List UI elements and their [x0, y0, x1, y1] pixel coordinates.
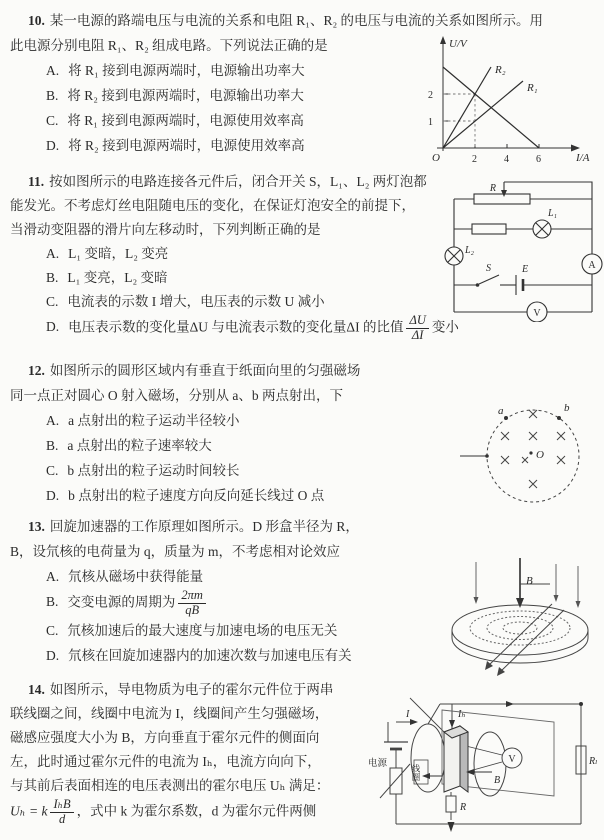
switch-pivot-dot	[476, 283, 480, 287]
q13-option-a-label: A.	[46, 569, 60, 584]
y-axis-arrow	[440, 36, 446, 44]
q10-stem-line2: 此电源分别电阻 R₁、R₂ 组成电路。下列说法正确的是	[10, 38, 328, 53]
graph-lines	[443, 67, 539, 148]
q11-option-d-post: 变小	[431, 319, 459, 335]
q13-option-d-label: D.	[46, 647, 60, 663]
resistor-r-label: R	[460, 802, 467, 813]
lamp2-cross	[448, 250, 461, 263]
q11-option-c-label: C.	[46, 294, 59, 309]
q10-number: 10.	[28, 13, 45, 28]
q12-option-d-label: D.	[46, 488, 60, 503]
q11-circuit-diagram	[442, 172, 604, 322]
q11-option-b-label: B.	[46, 270, 59, 285]
q13-number: 13.	[28, 519, 45, 534]
q13-frac-num: 2πm	[178, 589, 206, 604]
q10-option-d-text: 将 R₂ 接到电源两端时，电源使用效率高	[68, 138, 305, 153]
r2-line-label: R₂	[495, 64, 506, 76]
q11-option-d-fraction	[406, 314, 428, 343]
field-arrowhead-1	[474, 597, 479, 604]
q11-option-a-label: A.	[46, 246, 60, 261]
q13-option-b-fraction	[178, 589, 206, 618]
hall-element-side-face	[460, 726, 468, 792]
switch-blade	[479, 275, 499, 284]
q11-option-d-pre: 电压表示数的变化量ΔU 与电流表示数的变化量ΔI 的比值	[68, 319, 404, 335]
q14-stem-line2: 联线圈之间，线圈中电流为 I，线圈间产生匀强磁场，	[10, 706, 329, 721]
junction-dot-top	[579, 702, 583, 706]
left-arrowhead	[422, 773, 430, 779]
exit-point-a-dot	[504, 416, 508, 420]
q14-formula-num: IₕB	[50, 798, 73, 813]
q11-option-b-text: L₁ 变亮，L₂ 变暗	[67, 270, 168, 285]
q14-formula-fraction	[50, 798, 73, 827]
q12-option-c-label: C.	[46, 463, 59, 478]
q13-stem-line1	[0, 514, 604, 539]
r2-line	[443, 67, 491, 148]
q10-option-c-label: C.	[46, 113, 59, 128]
switch-label: S	[486, 263, 491, 274]
point-b-label: b	[564, 402, 570, 414]
q14-number: 14.	[28, 682, 45, 697]
ammeter-letter: A	[588, 260, 596, 271]
x-tick-6: 6	[536, 154, 541, 165]
q11-stem-line2: 能发光。不考虑灯丝电阻随电压的变化，在保证灯泡安全的前提下，	[10, 198, 415, 213]
q11-option-a-text: L₁ 变暗，L₂ 变亮	[68, 246, 169, 261]
q13-option-b-label: B.	[46, 594, 59, 610]
q11-stem-line3: 当滑动变阻器的滑片向左移动时，下列判断正确的是	[10, 222, 321, 237]
b-field-label: B	[494, 775, 501, 786]
y-tick-1: 1	[428, 117, 433, 128]
center-o-label: O	[536, 449, 544, 461]
q10-stem-text1: 某一电源的路端电压与电流的关系和电阻 R₁、R₂ 的电压与电流的关系如图所示。用	[49, 13, 544, 28]
voltmeter-letter: V	[533, 308, 541, 319]
lamp2-label: L₂	[465, 245, 475, 256]
q10-ui-graph	[413, 33, 598, 168]
x-tick-4: 4	[504, 154, 509, 165]
hall-current-label: Iₕ	[458, 709, 466, 720]
battery-top-wire	[388, 722, 396, 742]
coil-to-top-wire	[428, 704, 440, 724]
x-tick-2: 2	[472, 154, 477, 165]
lamp1-cross	[536, 223, 549, 236]
entry-point-dot	[485, 454, 489, 458]
q14-stem-line5: 与其前后表面相连的电压表测出的霍尔电压 Uₕ 满足：	[10, 778, 330, 793]
b-field-arrowhead	[516, 598, 524, 608]
q11-option-c-text: 电流表的示数 I 增大，电压表的示数 U 减小	[67, 294, 325, 309]
q12-option-c-text: b 点射出的粒子运动时间较长	[67, 463, 240, 478]
y-tick-2: 2	[428, 90, 433, 101]
q12-field-diagram	[458, 396, 602, 511]
q13-stem-line2: B，设氘核的电荷量为 q，质量为 m，不考虑相对论效应	[10, 544, 341, 559]
q11-option-d-label: D.	[46, 319, 60, 335]
voltmeter-letter: V	[508, 754, 516, 765]
q12-stem-line1	[0, 358, 604, 383]
current-i-arrowhead	[410, 719, 418, 725]
q12-option-d-text: b 点射出的粒子速度方向反向延长线过 O 点	[68, 488, 325, 503]
q13-cyclotron-diagram	[438, 556, 603, 678]
coil-label: 线圈	[411, 764, 421, 781]
resistor-r-body	[446, 796, 456, 812]
q12-option-b-label: B.	[46, 438, 59, 453]
q10-option-b-text: 将 R₂ 接到电源两端时，电源输出功率大	[67, 88, 304, 103]
b-field-label: B	[526, 575, 533, 587]
x-axis-arrow	[571, 145, 580, 152]
q12-option-a-text: a 点射出的粒子运动半径较小	[68, 413, 240, 428]
q11-stem-text1: 按如图所示的电路连接各元件后，闭合开关 S，L₁、L₂ 两灯泡都	[49, 174, 427, 189]
q12-stem-text1: 如图所示的圆形区域内有垂直于纸面向里的匀强磁场	[49, 363, 361, 378]
q11-number: 11.	[28, 174, 45, 189]
q14-formula-post: ，式中 k 为霍尔系数，d 为霍尔元件两侧	[76, 803, 317, 819]
q11-frac-num: ΔU	[406, 314, 428, 329]
q12-option-a-label: A.	[46, 413, 60, 428]
field-into-page-crosses	[501, 410, 565, 488]
q10-option-d-label: D.	[46, 138, 60, 153]
q14-hall-diagram	[366, 686, 602, 838]
q14-formula-pre: Uₕ = k	[10, 803, 48, 819]
q13-option-c-text: 氘核加速后的最大速度与加速电场的电压无关	[67, 622, 338, 638]
variable-resistor-arrow	[380, 764, 410, 798]
q14-stem-line4: 左，此时通过霍尔元件的电流为 Iₕ，电流方向向下，	[10, 754, 321, 769]
q13-option-d-text: 氘核在回旋加速器内的加速次数与加速电压有关	[68, 647, 352, 663]
hall-current-arrowhead	[449, 720, 455, 728]
q12-option-b-text: a 点射出的粒子速率较大	[67, 438, 212, 453]
q10-option-a-label: A.	[46, 63, 60, 78]
q13-frac-den: qB	[185, 602, 200, 617]
q12-stem-line2: 同一点正对圆心 O 射入磁场，分别从 a、b 两点射出，下	[10, 388, 343, 403]
spiral-path	[470, 611, 570, 645]
junction-dot-bottom	[449, 822, 453, 826]
top-wire-arrowhead	[506, 701, 514, 707]
field-boundary-circle	[487, 410, 579, 502]
q11-frac-den: ΔI	[411, 327, 424, 342]
dee-top-rim	[452, 605, 588, 655]
q14-stem-line3: 磁感应强度大小为 B，方向垂直于霍尔元件的侧面向	[10, 730, 320, 745]
q14-formula-den: d	[58, 811, 66, 826]
resistor-body	[472, 224, 506, 234]
battery-label: E	[522, 264, 529, 275]
voltmeter-leads	[466, 746, 502, 772]
r1-line	[443, 81, 523, 148]
q10-option-a-text: 将 R₁ 接到电源两端时，电源输出功率大	[68, 63, 305, 78]
origin-label: O	[432, 152, 440, 164]
y-axis-label: U/V	[449, 38, 467, 50]
lamp1-label: L₁	[548, 208, 558, 219]
q10-stem-line1	[0, 8, 604, 33]
load-resistor-label: Rₗ	[589, 756, 598, 767]
center-point-dot	[529, 451, 532, 454]
q12-number: 12.	[28, 363, 45, 378]
r1-line-label: R₁	[527, 82, 538, 94]
current-i-label: I	[406, 709, 410, 720]
q10-option-c-text: 将 R₁ 接到电源两端时，电源使用效率高	[67, 113, 304, 128]
q13-stem-text1: 回旋加速器的工作原理如图所示。D 形盒半径为 R，	[49, 519, 359, 534]
exit-point-b-dot	[557, 416, 561, 420]
variable-resistor-body	[390, 768, 402, 794]
x-axis-label: I/A	[576, 152, 590, 164]
point-a-label: a	[498, 405, 504, 417]
q13-option-a-text: 氘核从磁场中获得能量	[68, 569, 204, 584]
field-arrowhead-3	[576, 601, 581, 608]
rheostat-label: R	[489, 183, 496, 194]
power-source-label: 电源	[368, 759, 388, 769]
q10-option-b-label: B.	[46, 88, 59, 103]
q13-option-b-pre: 交变电源的周期为	[67, 594, 176, 610]
rheostat-body	[474, 194, 530, 204]
q14-stem-text1: 如图所示，导电物质为电子的霍尔元件位于两串	[49, 682, 334, 697]
q13-option-c-label: C.	[46, 622, 59, 638]
field-arrowhead-2	[554, 595, 559, 602]
right-coil	[474, 732, 506, 796]
